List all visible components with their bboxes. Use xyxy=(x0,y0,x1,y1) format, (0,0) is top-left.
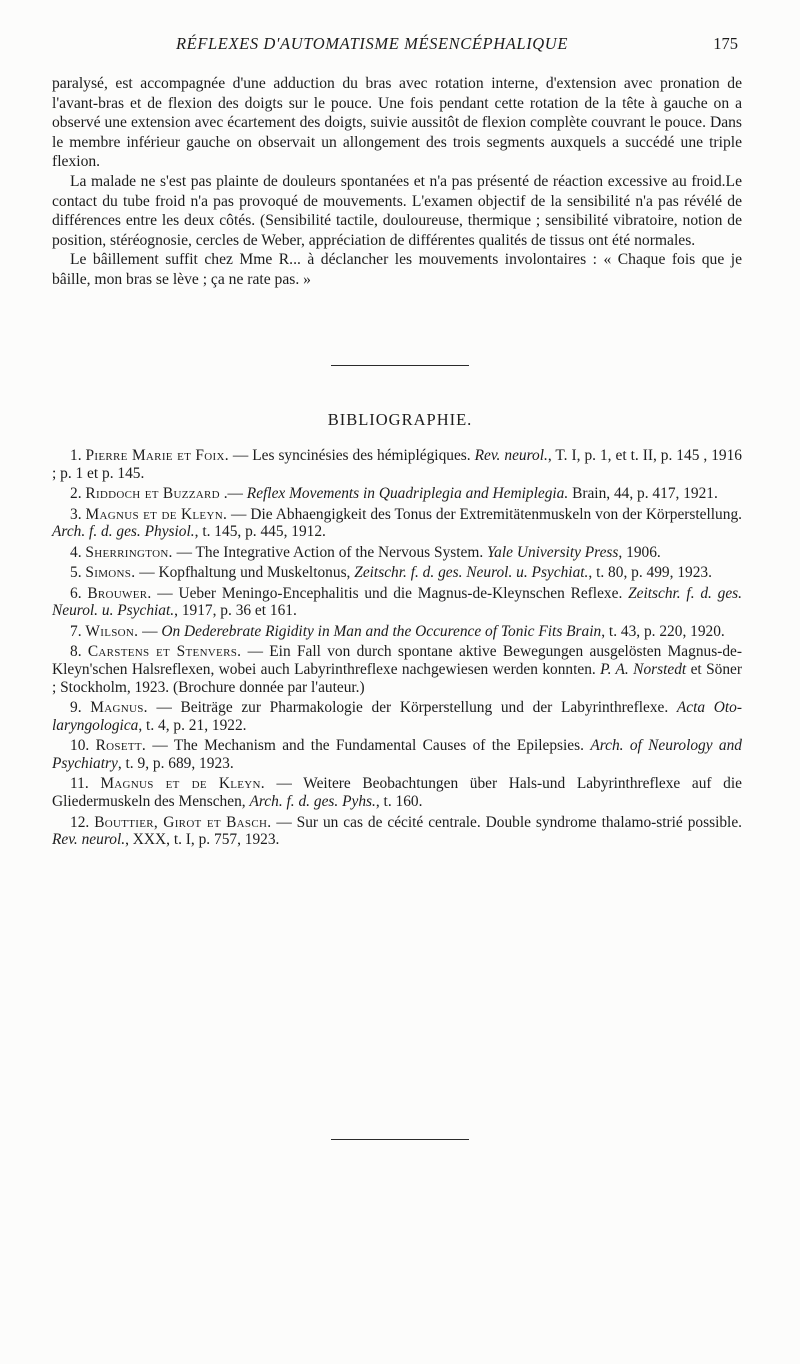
ref-authors: Wilson. xyxy=(85,622,139,640)
ref-number: 7. xyxy=(70,622,82,640)
ref-authors: Rosett. xyxy=(95,737,147,755)
ref-title: — Ueber Meningo-Encephalitis und die Magnus-de-Kleynschen Reflexe. xyxy=(151,584,629,602)
ref-title: — The Mechanism and the Fundamental Causes of the Epilepsies. xyxy=(146,737,591,755)
ref-title: — Les syncinésies des hémiplégiques. xyxy=(228,447,475,464)
ref-journal: Zeitschr. f. d. ges. Neurol. u. Psychiat. xyxy=(52,584,742,620)
ref-details: , 1906. xyxy=(618,543,661,561)
ref-journal: Arch. of Neurology and Psychiatry xyxy=(52,737,742,773)
section-divider xyxy=(331,365,469,366)
ref-number: 1. xyxy=(70,447,82,464)
ref-title: — Weitere Beobachtungen über Hals-und Labyrinthreflexe auf die Gliedermuskeln des Menschen, xyxy=(52,775,742,811)
ref-journal: P. A. Norstedt xyxy=(600,660,687,678)
ref-details: , T. I, p. 1, et t. II, p. 145 , 1916 ; p. 1 et p. 145. xyxy=(52,447,742,482)
bibliography-entry xyxy=(52,564,742,582)
ref-journal: Acta Oto-laryngologica xyxy=(52,699,743,734)
ref-details: et Söner ; Stockholm, 1923. (Brochure donnée par l'auteur.) xyxy=(52,660,743,696)
ref-authors: Magnus et de Kleyn. xyxy=(100,775,265,793)
ref-title: — The Integrative Action of the Nervous System. xyxy=(172,543,488,561)
ref-details: , t. 9, p. 689, 1923. xyxy=(117,755,234,773)
running-title: RÉFLEXES D'AUTOMATISME MÉSENCÉPHALIQUE xyxy=(175,34,569,53)
ref-number: 6. xyxy=(70,584,82,602)
bibliography-entry xyxy=(52,699,742,735)
ref-details: , t. 80, p. 499, 1923. xyxy=(588,564,712,582)
body-text xyxy=(52,74,742,290)
ref-number: 11. xyxy=(70,775,89,793)
ref-title: — Kopfhaltung und Muskeltonus, xyxy=(135,564,355,582)
ref-details: , 1917, p. 36 et 161. xyxy=(174,602,297,620)
ref-details: , t. 43, p. 220, 1920. xyxy=(601,622,725,640)
bibliography-entry xyxy=(52,447,742,483)
ref-journal: Yale University Press xyxy=(487,543,619,561)
ref-authors: Sherrington. xyxy=(85,543,173,561)
bibliography-entry xyxy=(52,775,742,811)
bibliography-entry xyxy=(52,643,742,696)
bibliography-list xyxy=(52,447,742,852)
ref-journal: Rev. neurol. xyxy=(52,831,126,849)
ref-number: 5. xyxy=(70,564,82,582)
ref-details: , XXX, t. I, p. 757, 1923. xyxy=(125,831,280,849)
ref-number: 3. xyxy=(70,505,82,523)
ref-title: — Die Abhaengigkeit des Tonus der Extremitätenmuskeln von der Körperstellung. xyxy=(227,505,742,523)
ref-details: , t. 145, p. 445, 1912. xyxy=(194,523,326,541)
bibliography-entry xyxy=(52,737,742,773)
ref-journal: Rev. neurol. xyxy=(474,447,548,464)
ref-journal: Arch. f. d. ges. Physiol. xyxy=(52,523,195,541)
paragraph: paralysé, est accompagnée d'une adduction du bras avec rotation interne, d'extension avec pronation de l'avant-bras et de flexion des doigts sur le pouce. Une fois pendant cette rotation de la tête à gauche on a observé une extension avec écartement des doigts, suivie aussitôt de flexion complète couvrant le pouce. Dans le membre inférieur gauche on observait un allongement des trois segments auxquels a succédé une triple flexion. xyxy=(52,75,742,171)
ref-details: , t. 160. xyxy=(375,793,423,811)
ref-authors: Bouttier, Girot et Basch. xyxy=(94,813,272,831)
bibliography-heading: BIBLIOGRAPHIE. xyxy=(327,410,473,429)
ref-number: 12. xyxy=(70,813,90,831)
paragraph: Le bâillement suffit chez Mme R... à déclancher les mouvements involontaires : « Chaque fois que je bâille, mon bras se lève ; ça ne rate pas. » xyxy=(52,251,742,288)
ref-journal: Reflex Movements in Quadriplegia and Hemiplegia. xyxy=(246,485,569,503)
bibliography-entry xyxy=(52,485,742,503)
ref-authors: Magnus. xyxy=(90,699,148,717)
ref-journal: Arch. f. d. ges. Pyhs. xyxy=(249,793,376,811)
ref-details: , t. 4, p. 21, 1922. xyxy=(138,716,247,734)
ref-number: 8. xyxy=(70,643,82,661)
ref-authors: Carstens et Stenvers. xyxy=(87,643,242,661)
ref-authors: Simons. xyxy=(85,564,136,582)
ref-number: 10. xyxy=(70,737,90,755)
bibliography-entry xyxy=(52,544,742,562)
ref-details: Brain, 44, p. 417, 1921. xyxy=(568,485,718,503)
ref-title: — xyxy=(138,622,162,640)
ref-number: 9. xyxy=(70,699,82,717)
ref-title: .— xyxy=(219,485,247,503)
bibliography-entry xyxy=(52,623,742,641)
ref-authors: Pierre Marie et Foix. xyxy=(85,447,229,464)
ref-title: — Ein Fall von durch spontane aktive Bewegungen ausgelösten Magnus-de-Kleyn'schen Halsreflexen, wobei auch Labyrinthreflexe nachgewiesen werden konnten. xyxy=(52,643,742,678)
section-divider xyxy=(331,1139,469,1140)
page-number: 175 xyxy=(713,34,738,53)
running-header xyxy=(52,34,748,58)
ref-title: — Beiträge zur Pharmakologie der Körperstellung und der Labyrinthreflexe. xyxy=(147,699,677,717)
ref-authors: Brouwer. xyxy=(87,584,152,602)
ref-journal: Zeitschr. f. d. ges. Neurol. u. Psychiat. xyxy=(354,564,589,582)
ref-journal: On Dederebrate Rigidity in Man and the Occurence of Tonic Fits Brain xyxy=(161,622,602,640)
bibliography-entry xyxy=(52,814,742,850)
ref-authors: Riddoch et Buzzard xyxy=(85,485,220,503)
ref-number: 2. xyxy=(70,485,82,503)
ref-title: — Sur un cas de cécité centrale. Double syndrome thalamo-strié possible. xyxy=(271,813,743,831)
ref-authors: Magnus et de Kleyn. xyxy=(85,505,228,523)
bibliography-entry xyxy=(52,585,742,621)
bibliography-entry xyxy=(52,506,742,542)
ref-number: 4. xyxy=(70,543,82,561)
paragraph: La malade ne s'est pas plainte de douleurs spontanées et n'a pas présenté de réaction excessive au froid.Le contact du tube froid n'a pas provoqué de mouvements. L'examen objectif de la sensibilité n'a pas révélé de différences entre les deux côtés. (Sensibilité tactile, douloureuse, thermique ; sensibilité vibratoire, notion de position, stéréognosie, cercles de Weber, appréciation de différentes qualités de tissus ont été normales. xyxy=(52,172,742,249)
